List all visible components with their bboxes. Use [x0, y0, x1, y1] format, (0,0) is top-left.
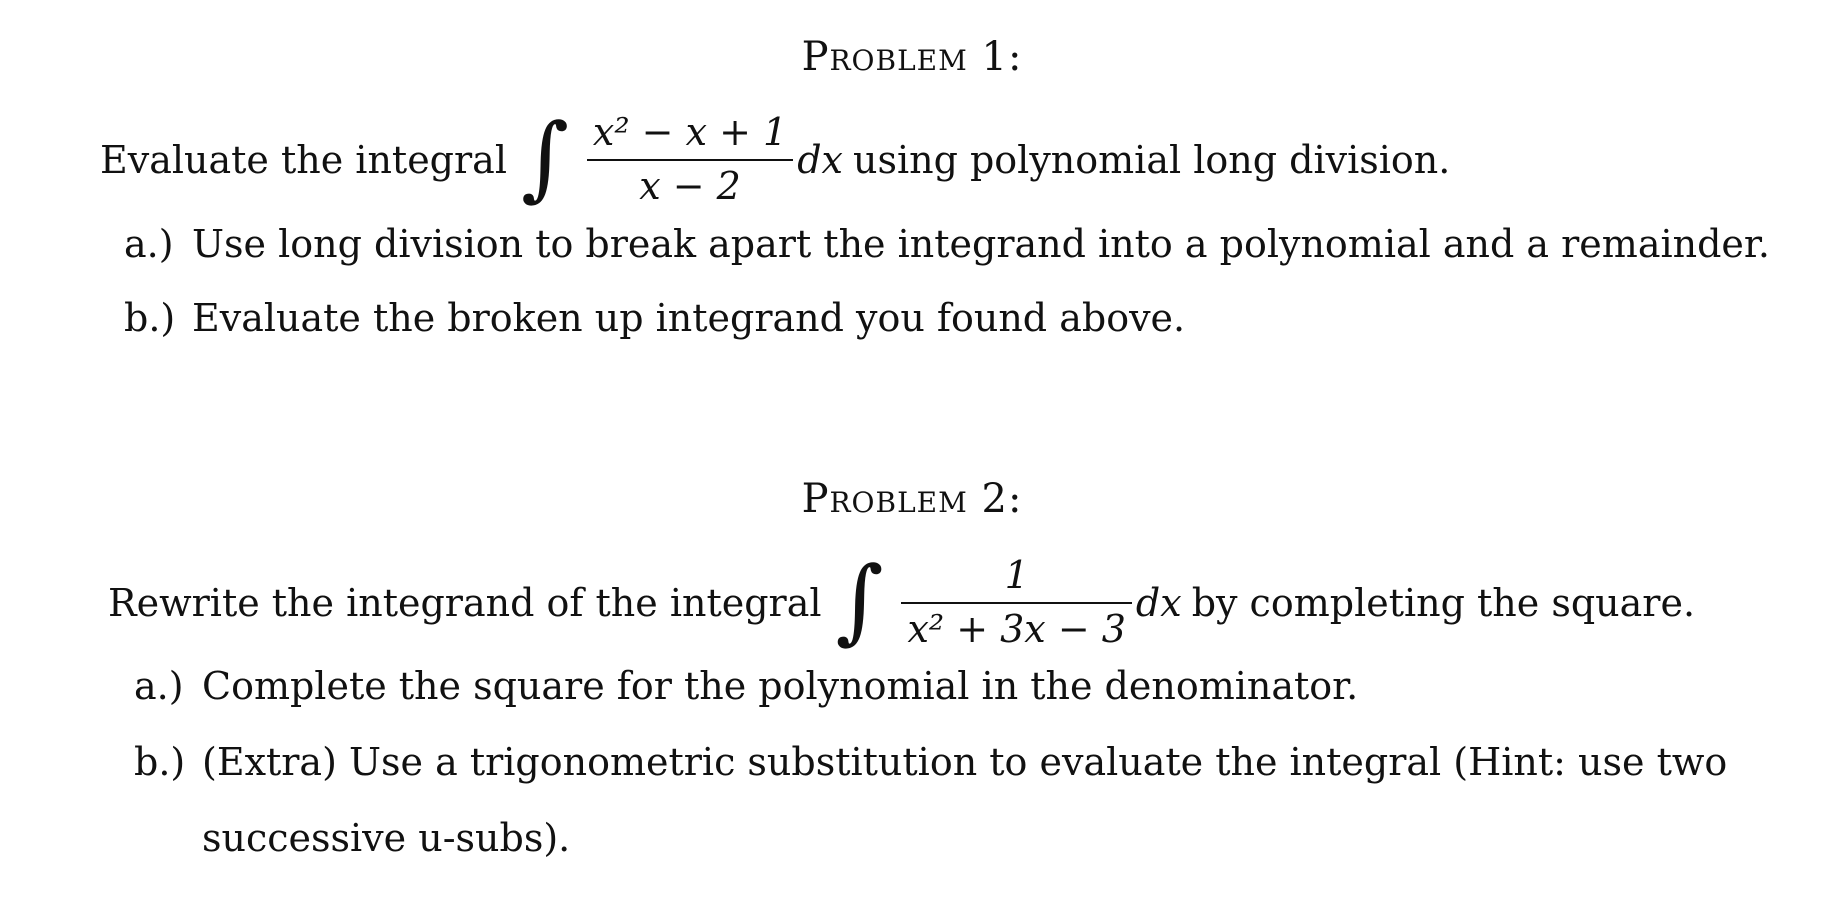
problem-1-part-b — [124, 296, 1185, 340]
problem-2-part-b — [134, 740, 1727, 784]
problem-1-part-a — [124, 222, 1770, 266]
problem-1-fraction — [587, 111, 793, 208]
integral-sign: ∫ — [520, 104, 569, 211]
problem-1-tail: using polynomial long division. — [852, 138, 1451, 182]
problem-1-lead: Evaluate the integral — [100, 138, 507, 182]
problem-1-numerator: x² − x + 1 — [592, 110, 788, 155]
problem-1-statement — [100, 100, 1450, 220]
problem-2-part-a — [134, 664, 1358, 708]
problem-2-heading-text: Problem 2: — [801, 476, 1023, 522]
part-label: a.) — [134, 664, 184, 708]
problem-1-dx: dx — [797, 138, 843, 182]
part-label: b.) — [134, 740, 186, 784]
problem-2-tail: by completing the square. — [1191, 581, 1696, 625]
problem-1-denominator: x − 2 — [639, 164, 741, 208]
problem-1-heading-text: Problem 1: — [801, 34, 1023, 80]
part-text-continuation: successive u-subs). — [202, 816, 571, 860]
part-text: Complete the square for the polynomial in the denominator. — [202, 664, 1359, 708]
integral-sign: ∫ — [835, 547, 884, 654]
problem-2-numerator: 1 — [1004, 553, 1029, 598]
problem-2-fraction — [901, 554, 1131, 651]
part-text: Use long division to break apart the integrand into a polynomial and a remainder. — [192, 222, 1770, 266]
problem-2-part-b-continuation — [202, 816, 570, 860]
problem-2-lead: Rewrite the integrand of the integral — [108, 581, 822, 625]
part-label: a.) — [124, 222, 174, 266]
problem-2-dx: dx — [1135, 581, 1182, 625]
part-label: b.) — [124, 296, 176, 340]
part-text: Evaluate the broken up integrand you found above. — [192, 296, 1186, 340]
problem-1-heading — [0, 34, 1824, 80]
problem-2-statement — [108, 548, 1695, 658]
problem-2-heading — [0, 476, 1824, 522]
part-text: (Extra) Use a trigonometric substitution to evaluate the integral (Hint: use two — [202, 740, 1728, 784]
problem-2-denominator: x² + 3x − 3 — [907, 607, 1126, 651]
fraction-bar — [587, 159, 793, 161]
fraction-bar — [901, 602, 1131, 604]
